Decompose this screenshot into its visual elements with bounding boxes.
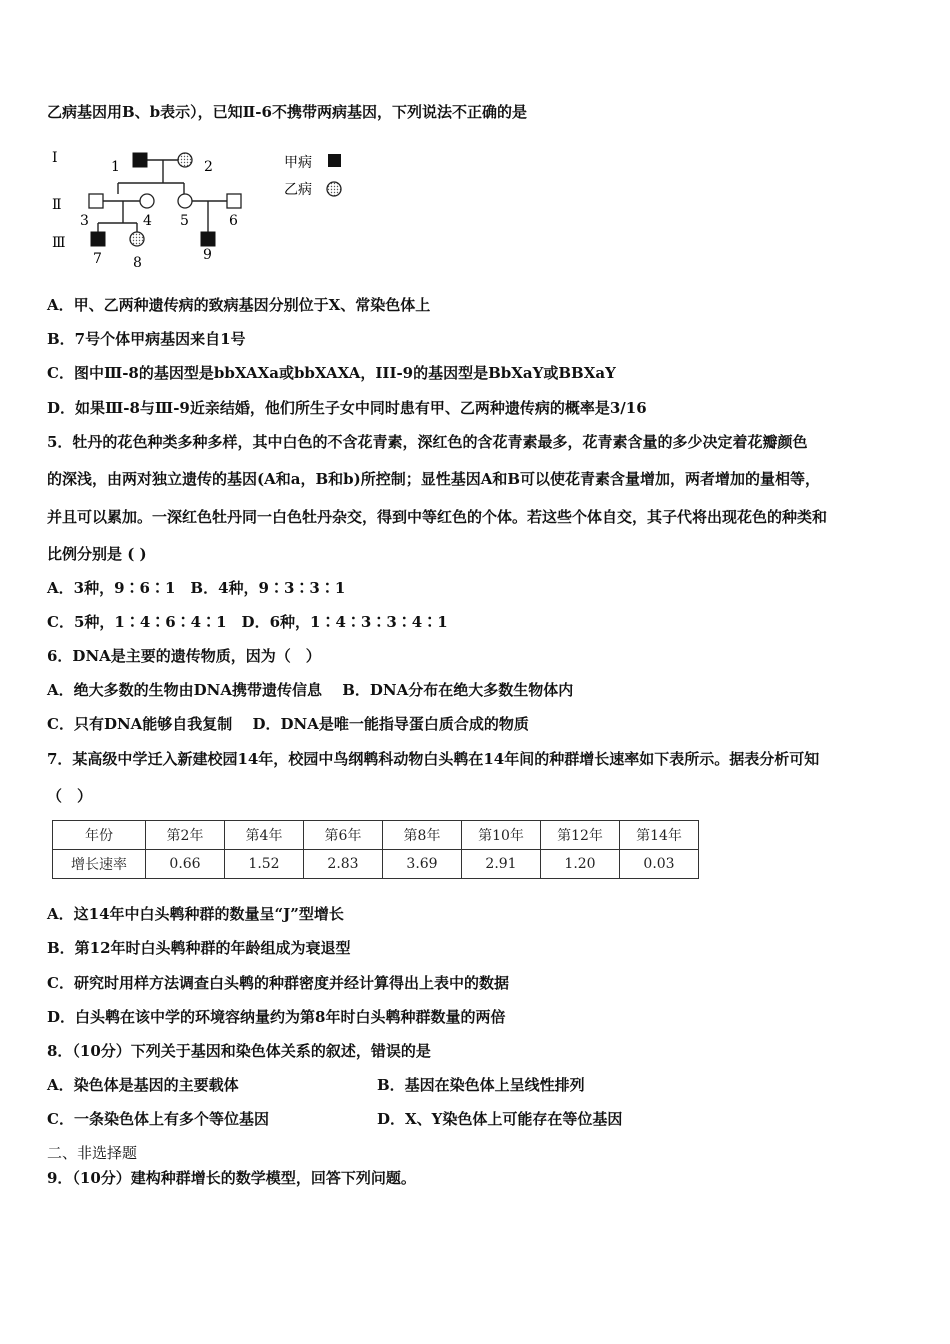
table-header-cell: 第10年 — [462, 821, 541, 850]
table-header-cell: 第12年 — [541, 821, 620, 850]
label-4: 4 — [143, 213, 152, 229]
q5-stem-line-1: 5．牡丹的花色种类多种多样，其中白色的不含花青素，深红色的含花青素最多，花青素含量的多少决定着花瓣颜色 — [47, 433, 808, 451]
individual-4-normal-female — [140, 194, 154, 208]
table-header-cell: 第2年 — [146, 821, 225, 850]
q8-stem: 8．（10分）下列关于基因和染色体关系的叙述，错误的是 — [47, 1042, 431, 1060]
legend-yi-dotted-circle-icon — [327, 182, 341, 196]
q4-option-b: B．7号个体甲病基因来自1号 — [47, 330, 246, 348]
legend-yi-label: 乙病 — [284, 182, 312, 198]
table-cell: 3.69 — [383, 850, 462, 879]
individual-7-affected-male — [91, 232, 105, 246]
q6-options-cd: C．只有DNA能够自我复制 D．DNA是唯一能指导蛋白质合成的物质 — [47, 715, 529, 733]
individual-1-affected-male — [133, 153, 147, 167]
table-cell: 0.03 — [620, 850, 699, 879]
q8-option-c: C．一条染色体上有多个等位基因 — [47, 1110, 269, 1128]
label-8: 8 — [133, 255, 142, 271]
individual-2-yi-affected-female — [178, 153, 192, 167]
q9-stem: 9．（10分）建构种群增长的数学模型，回答下列问题。 — [47, 1169, 416, 1187]
table-cell: 1.52 — [225, 850, 304, 879]
q4-option-c: C．图中Ⅲ-8的基因型是bbXAXa或bbXAXA，III-9的基因型是BbXaY或BBXaY — [47, 364, 616, 382]
q7-stem-line-2: （ ） — [47, 787, 93, 805]
individual-5-normal-female — [178, 194, 192, 208]
q7-option-d: D．白头鹎在该中学的环境容纳量约为第8年时白头鹎种群数量的两倍 — [47, 1008, 506, 1026]
q4-option-d: D．如果Ⅲ-8与Ⅲ-9近亲结婚，他们所生子女中同时患有甲、乙两种遗传病的概率是3/16 — [47, 399, 647, 417]
q8-option-d: D．X、Y染色体上可能存在等位基因 — [377, 1110, 623, 1128]
q7-option-a: A．这14年中白头鹎种群的数量呈“J”型增长 — [47, 905, 344, 923]
table-row — [53, 850, 699, 879]
table-header-row — [53, 821, 699, 850]
growth-rate-table — [52, 820, 699, 879]
question-4-stem: 乙病基因用B、b表示），已知Ⅱ-6不携带两病基因，下列说法不正确的是 — [47, 103, 527, 121]
table-header-cell: 第8年 — [383, 821, 462, 850]
q8-option-b: B．基因在染色体上呈线性排列 — [377, 1076, 585, 1094]
table-header-cell: 年份 — [53, 821, 146, 850]
individual-9-affected-male — [201, 232, 215, 246]
q5-stem-line-4: 比例分别是 ( ) — [47, 545, 147, 563]
table-cell: 1.20 — [541, 850, 620, 879]
label-6: 6 — [229, 213, 238, 229]
q8-options-ab — [47, 1075, 585, 1095]
legend-jia-label: 甲病 — [284, 155, 312, 171]
q5-options-ab: A．3种，9∶6∶1 B．4种，9∶3∶3∶1 — [47, 579, 346, 597]
label-7: 7 — [93, 251, 102, 267]
q7-option-c: C．研究时用样方法调查白头鹎的种群密度并经计算得出上表中的数据 — [47, 974, 509, 992]
q5-stem-line-2: 的深浅，由两对独立遗传的基因(A和a，B和b)所控制；显性基因A和B可以使花青素含量增加，两者增加的量相等， — [47, 470, 821, 488]
label-3: 3 — [80, 213, 89, 229]
individual-8-yi-affected-female — [130, 232, 144, 246]
individual-6-normal-male — [227, 194, 241, 208]
q5-options-cd: C．5种，1∶4∶6∶4∶1 D．6种，1∶4∶3∶3∶4∶1 — [47, 613, 448, 631]
table-cell: 2.83 — [304, 850, 383, 879]
q7-stem-line-1: 7．某高级中学迁入新建校园14年，校园中鸟纲鹎科动物白头鹎在14年间的种群增长速率如下表所示。据表分析可知 — [47, 750, 820, 768]
q6-stem: 6．DNA是主要的遗传物质，因为（ ） — [47, 647, 321, 665]
individual-3-normal-male — [89, 194, 103, 208]
q7-option-b: B．第12年时白头鹎种群的年龄组成为衰退型 — [47, 939, 351, 957]
table-cell: 增长速率 — [53, 850, 146, 879]
q6-options-ab: A．绝大多数的生物由DNA携带遗传信息 B．DNA分布在绝大多数生物体内 — [47, 681, 574, 699]
table-header-cell: 第4年 — [225, 821, 304, 850]
pedigree-diagram — [48, 143, 368, 273]
label-2: 2 — [204, 159, 213, 175]
table-cell: 2.91 — [462, 850, 541, 879]
section-heading: 二、非选择题 — [47, 1144, 138, 1162]
table-cell: 0.66 — [146, 850, 225, 879]
q5-stem-line-3: 并且可以累加。一深红色牡丹同一白色牡丹杂交，得到中等红色的个体。若这些个体自交，其子代将出现花色的种类和 — [47, 508, 828, 526]
label-9: 9 — [203, 247, 212, 263]
label-5: 5 — [180, 213, 189, 229]
q8-option-a: A．染色体是基因的主要载体 — [47, 1076, 239, 1094]
legend-jia-square-icon — [328, 154, 341, 167]
gen-label-3: Ⅲ — [52, 235, 66, 251]
table-header-cell: 第6年 — [304, 821, 383, 850]
q4-option-a: A．甲、乙两种遗传病的致病基因分别位于X、常染色体上 — [47, 296, 431, 314]
gen-label-2: Ⅱ — [52, 197, 62, 213]
gen-label-1: Ⅰ — [52, 150, 58, 166]
q8-options-cd — [47, 1109, 622, 1129]
table-header-cell: 第14年 — [620, 821, 699, 850]
label-1: 1 — [111, 159, 120, 175]
